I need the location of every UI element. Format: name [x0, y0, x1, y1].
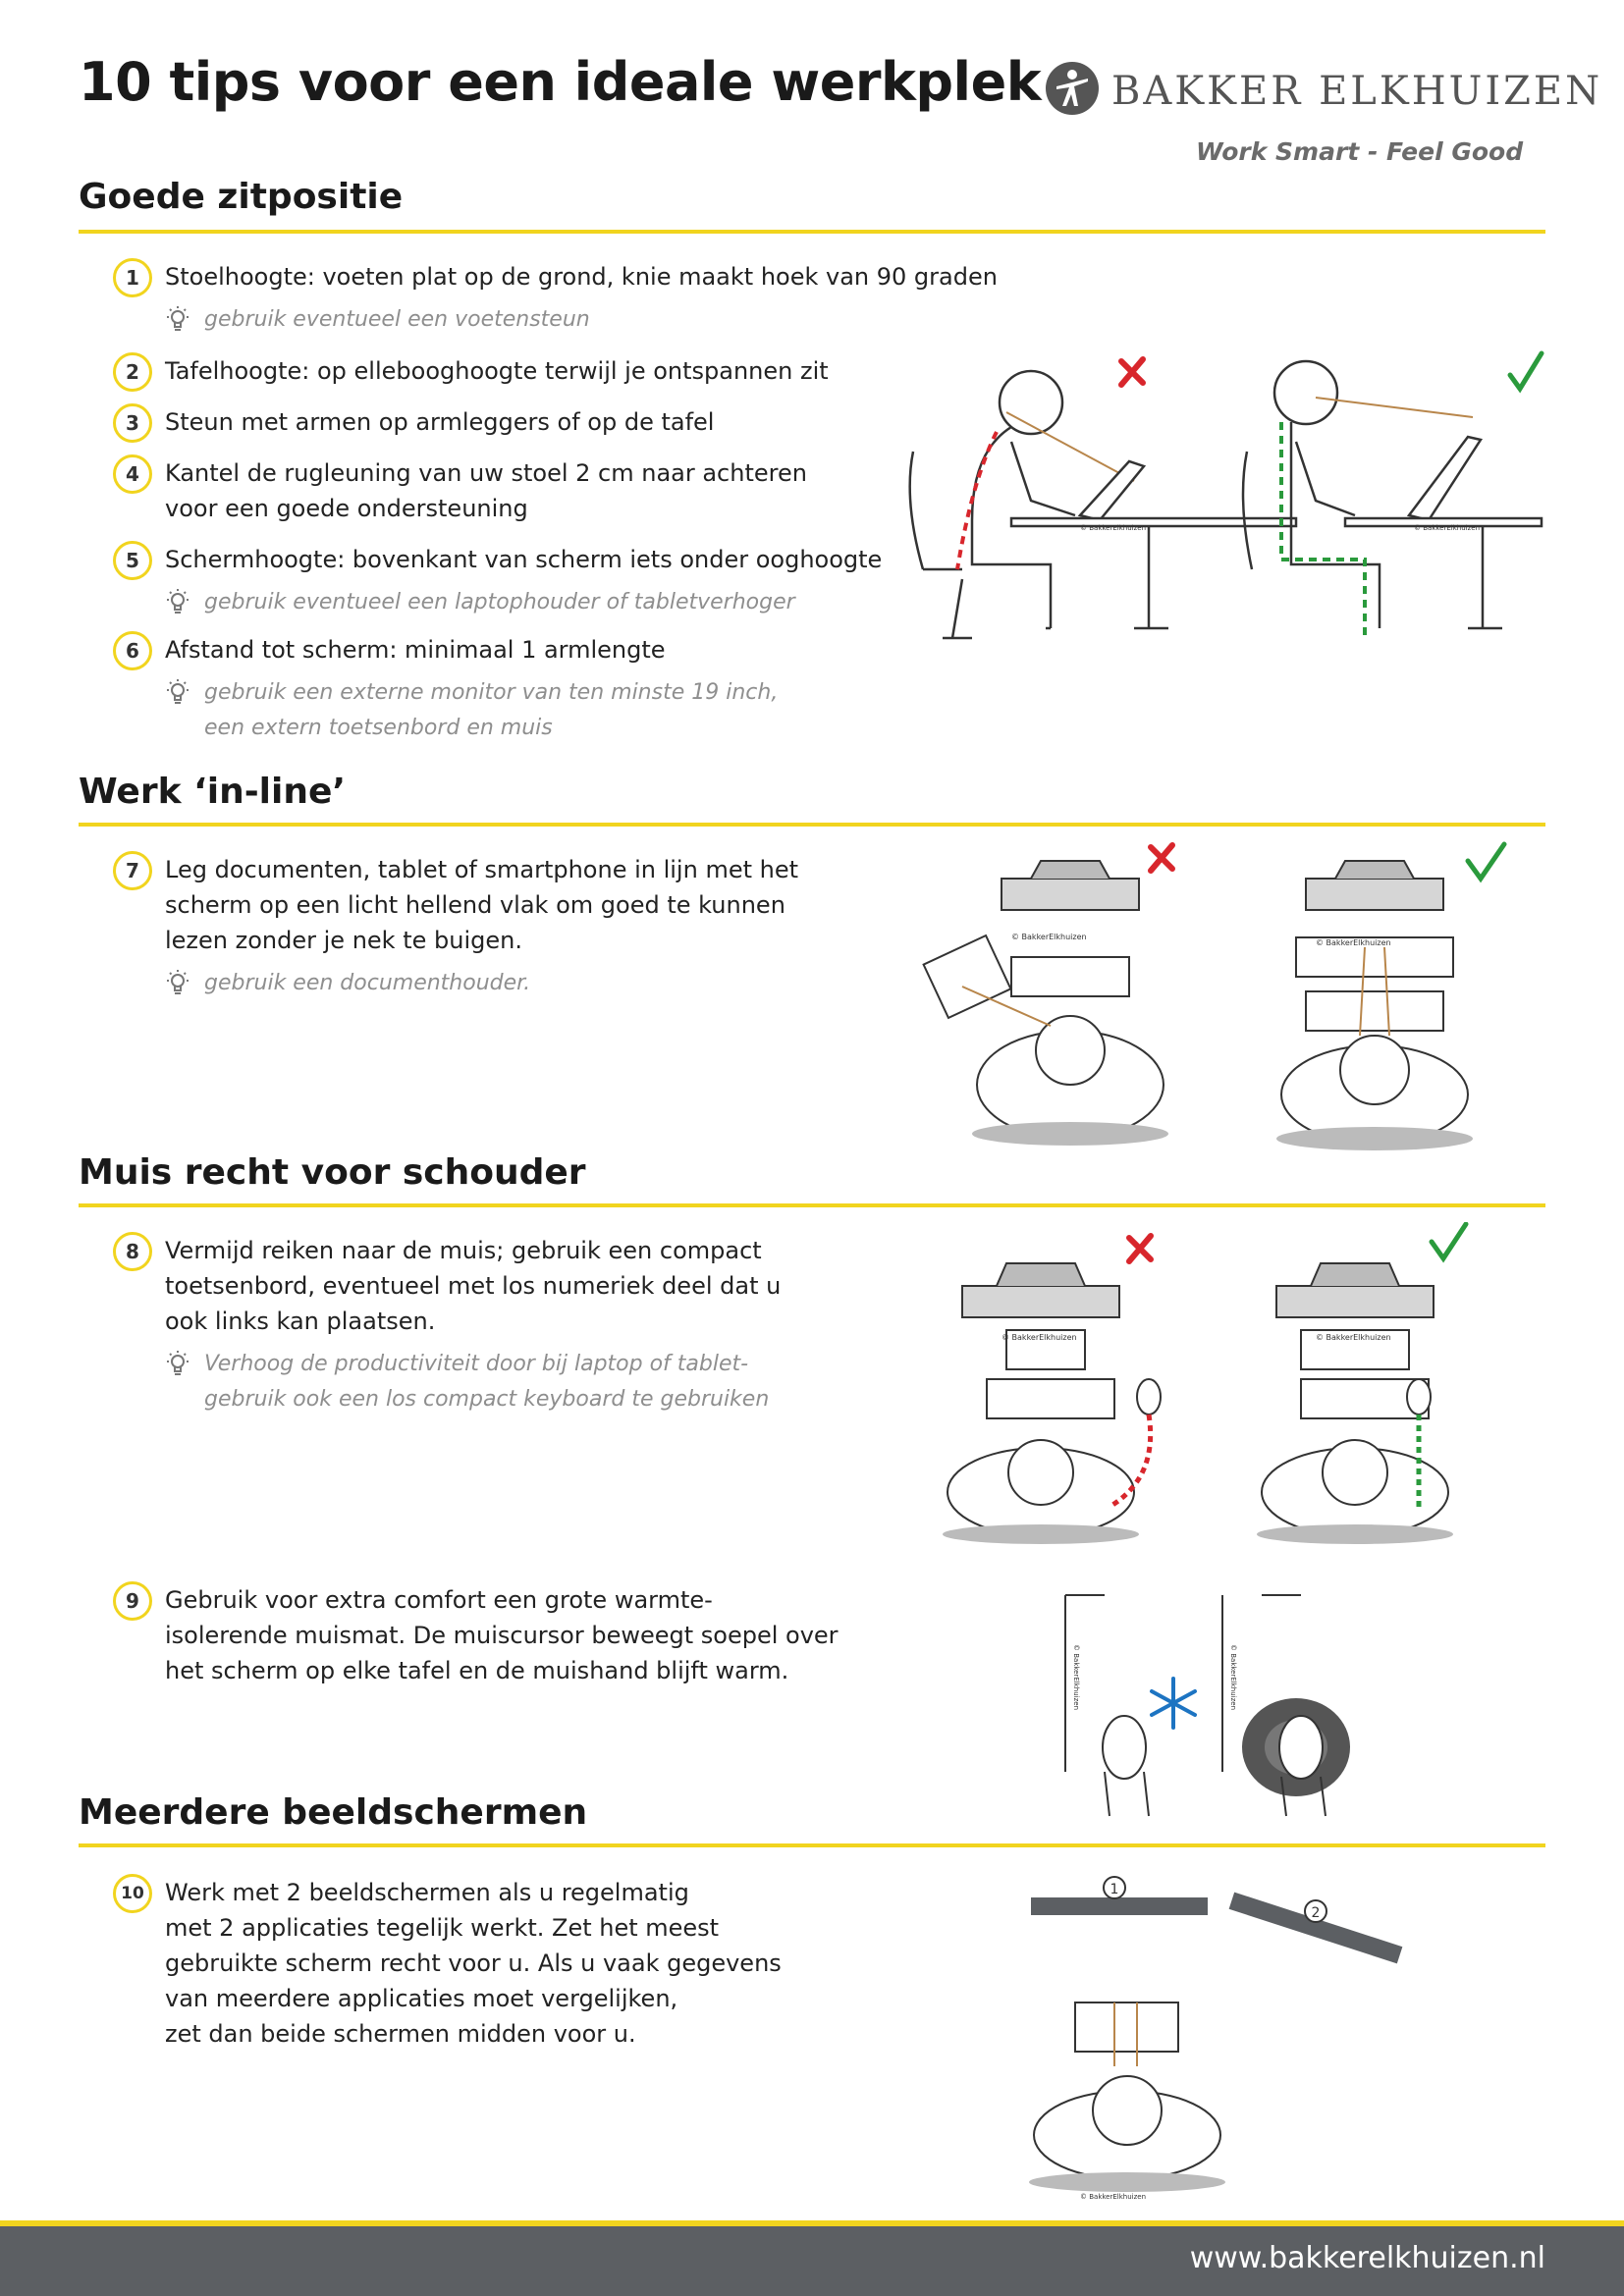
inline-illustration	[903, 839, 1551, 1153]
dual-monitor-illustration	[1021, 1870, 1414, 2204]
section-divider	[79, 230, 1545, 234]
tip-text: gebruikte scherm recht voor u. Als u vaak gegevens	[165, 1949, 782, 1977]
tip-hint: een extern toetsenbord en muis	[204, 716, 553, 740]
copyright-label: © BakkerElkhuizen	[1080, 524, 1147, 532]
tip-number-7: 7	[113, 851, 152, 890]
copyright-label: © BakkerElkhuizen	[1011, 933, 1087, 941]
posture-line-bad	[957, 432, 997, 569]
section-title-beeldschermen: Meerdere beeldschermen	[79, 1792, 588, 1833]
copyright-label: © BakkerElkhuizen	[1080, 2193, 1147, 2201]
tip-number-5: 5	[113, 541, 152, 580]
tip-hint: gebruik eventueel een voetensteun	[204, 307, 590, 332]
lightbulb-icon	[163, 304, 194, 336]
section-divider	[79, 1843, 1545, 1847]
tip-text: met 2 applicaties tegelijk werkt. Zet het meest	[165, 1914, 720, 1942]
brand-logo-icon	[1045, 61, 1100, 116]
tip-text: Vermijd reiken naar de muis; gebruik een compact	[165, 1237, 762, 1264]
brand-name: BAKKER ELKHUIZEN	[1111, 69, 1603, 114]
lightbulb-icon	[163, 677, 194, 709]
tip-text: voor een goede ondersteuning	[165, 495, 528, 522]
check-icon	[1468, 844, 1504, 879]
tip-hint: gebruik een documenthouder.	[204, 971, 531, 995]
posture-wrong	[910, 371, 1296, 638]
lightbulb-icon	[163, 968, 194, 999]
tip-number-4: 4	[113, 454, 152, 494]
copyright-label: © BakkerElkhuizen	[1414, 524, 1481, 532]
copyright-label: © BakkerElkhuizen	[1072, 1644, 1080, 1711]
copyright-label: © BakkerElkhuizen	[1229, 1644, 1237, 1711]
tip-text: Afstand tot scherm: minimaal 1 armlengte	[165, 636, 666, 664]
footer-url-link[interactable]: www.bakkerelkhuizen.nl	[1189, 2241, 1545, 2275]
tip-text: het scherm op elke tafel en de muishand blijft warm.	[165, 1657, 789, 1684]
lightbulb-icon	[163, 587, 194, 618]
lightbulb-icon	[163, 1349, 194, 1380]
tip-text: Tafelhoogte: op ellebooghoogte terwijl je ontspannen zit	[165, 357, 829, 385]
tip-hint: gebruik een externe monitor van ten minste 19 inch,	[204, 680, 779, 705]
page-title: 10 tips voor een ideale werkplek	[79, 51, 1042, 113]
wrong-icon	[1151, 845, 1172, 871]
tip-text: ook links kan plaatsen.	[165, 1308, 436, 1335]
tip-text: Schermhoogte: bovenkant van scherm iets onder ooghoogte	[165, 546, 883, 573]
tip-number-1: 1	[113, 258, 152, 297]
posture-right	[1243, 361, 1542, 628]
tip-text: Kantel de rugleuning van uw stoel 2 cm naar achteren	[165, 459, 807, 487]
tip-number-9: 9	[113, 1581, 152, 1621]
mouse-illustration	[943, 1222, 1532, 1546]
tip-text: isolerende muismat. De muiscursor beweegt soepel over	[165, 1622, 839, 1649]
tip-number-8: 8	[113, 1232, 152, 1271]
tip-text: Leg documenten, tablet of smartphone in lijn met het	[165, 856, 799, 883]
tip-text: van meerdere applicaties moet vergelijken,	[165, 1985, 678, 2012]
posture-line-good	[1281, 422, 1365, 638]
tip-text: Werk met 2 beeldschermen als u regelmatig	[165, 1879, 689, 1906]
section-title-muis: Muis recht voor schouder	[79, 1152, 586, 1193]
tip-hint: Verhoog de productiviteit door bij laptop of tablet-	[204, 1352, 749, 1376]
tip-text: Stoelhoogte: voeten plat op de grond, knie maakt hoek van 90 graden	[165, 263, 998, 291]
tip-number-10: 10	[113, 1874, 152, 1913]
section-divider	[79, 1203, 1545, 1207]
tip-text: toetsenbord, eventueel met los numeriek deel dat u	[165, 1272, 782, 1300]
brand-logo	[1045, 61, 1603, 120]
tip-text: Gebruik voor extra comfort een grote warmte-	[165, 1586, 713, 1614]
monitor-2-label: 2	[1311, 1905, 1321, 1921]
snowflake-icon	[1152, 1679, 1195, 1728]
copyright-label: © BakkerElkhuizen	[1001, 1333, 1077, 1342]
section-title-zitpositie: Goede zitpositie	[79, 177, 404, 217]
tip-number-2: 2	[113, 352, 152, 392]
posture-illustration	[903, 334, 1551, 648]
copyright-label: © BakkerElkhuizen	[1316, 938, 1391, 947]
copyright-label: © BakkerElkhuizen	[1316, 1333, 1391, 1342]
mousemat-illustration	[1060, 1585, 1355, 1821]
wrong-icon	[1129, 1236, 1151, 1261]
wrong-icon	[1121, 359, 1143, 385]
tip-text: Steun met armen op armleggers of op de tafel	[165, 408, 715, 436]
tip-hint: gebruik eventueel een laptophouder of tabletverhoger	[204, 590, 795, 614]
monitor-1-label: 1	[1110, 1882, 1119, 1897]
section-divider	[79, 823, 1545, 827]
check-icon	[1432, 1224, 1466, 1258]
brand-tagline: Work Smart - Feel Good	[1196, 137, 1524, 166]
tip-text: zet dan beide schermen midden voor u.	[165, 2020, 636, 2048]
tip-hint: gebruik ook een los compact keyboard te gebruiken	[204, 1387, 770, 1412]
tip-text: scherm op een licht hellend vlak om goed te kunnen	[165, 891, 785, 919]
tip-number-3: 3	[113, 403, 152, 443]
tip-number-6: 6	[113, 631, 152, 670]
monitor-1	[1031, 1897, 1208, 1915]
tip-text: lezen zonder je nek te buigen.	[165, 927, 522, 954]
section-title-in-line: Werk ‘in-line’	[79, 772, 347, 812]
check-icon	[1510, 353, 1542, 389]
